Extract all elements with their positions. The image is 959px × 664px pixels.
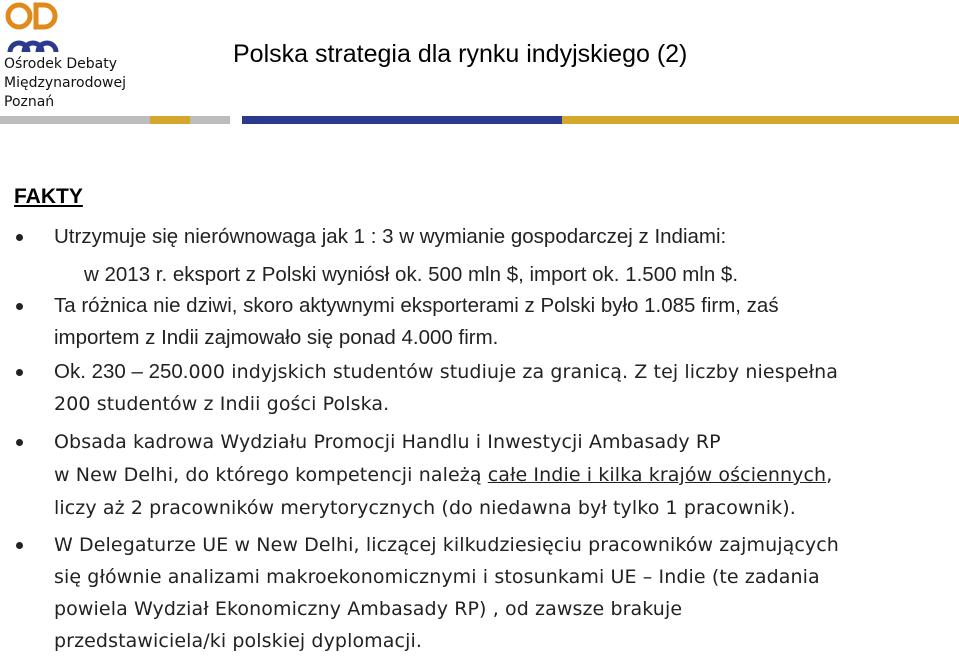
bullet-text-part: 000 indyjskich studentów studiuje za granicą. Z tej liczby niespełna [188, 361, 839, 383]
header-bar-navy [242, 116, 562, 124]
bullet-text-line [54, 459, 949, 492]
header-bar-gray [0, 116, 150, 124]
bullet-text-line: liczy aż 2 pracowników merytorycznych (do niedawna był tylko 1 pracownik). [54, 497, 796, 519]
header-bar-gold-left [150, 116, 190, 124]
logo [4, 2, 144, 112]
bullet-text-part: w New Delhi, do którego kompetencji należą [54, 464, 488, 486]
logo-line-1: Ośrodek Debaty [4, 56, 118, 72]
bullet-list [14, 222, 949, 657]
logo-line-3: Poznań [4, 94, 55, 110]
bullet-text-line [54, 356, 949, 388]
bullet-text-line: importem z Indii zajmowało się ponad 4.000 firm. [54, 326, 499, 349]
logo-emblem-icon [4, 2, 66, 54]
bullet-item-1 [14, 222, 949, 290]
bullet-text-line: Ta różnica nie dziwi, skoro aktywnymi eksporterami z Polski było 1.085 firm, zaś [54, 294, 779, 317]
bullet-dot [16, 369, 23, 376]
bullet-text: Utrzymuje się nierównowaga jak 1 : 3 w wymianie gospodarczej z Indiami: [54, 225, 727, 248]
bullet-text-line: przedstawiciela/ki polskiej dyplomacji. [54, 630, 422, 652]
bullet-item-4 [14, 426, 949, 525]
bullet-text-line: się głównie analizami makroekonomicznymi i stosunkami UE – Indie (te zadania [54, 566, 820, 588]
bullet-dot [16, 234, 23, 241]
bullet-text-line: 200 studentów z Indii gości Polska. [54, 393, 390, 415]
bullet-dot [16, 542, 23, 549]
bullet-text-line: Obsada kadrowa Wydziału Promocji Handlu i Inwestycji Ambasady RP [54, 431, 721, 453]
bullet-subtext: w 2013 r. eksport z Polski wyniósł ok. 500 mln $, import ok. 1.500 mln $. [84, 263, 739, 286]
slide-title: Polska strategia dla rynku indyjskiego (2) [233, 40, 688, 68]
section-heading: FAKTY [14, 185, 83, 208]
bullet-dot [16, 303, 23, 310]
bullet-text-part: , [826, 464, 833, 486]
header-bar-gold [562, 116, 959, 124]
header-bar-gray-2 [190, 116, 230, 124]
underlined-text: całe Indie i kilka krajów ościennych [487, 464, 827, 486]
bullet-item-2 [14, 290, 949, 354]
bullet-text-line: W Delegaturze UE w New Delhi, liczącej kilkudziesięciu pracowników zajmujących [54, 534, 839, 556]
bullet-item-3 [14, 356, 949, 420]
bullet-text-line: powiela Wydział Ekonomiczny Ambasady RP) , od zawsze brakuje [54, 598, 683, 620]
bullet-text-part: Ok. 230 – 250. [54, 360, 189, 383]
logo-line-2: Międzynarodowej [4, 75, 126, 91]
bullet-item-5 [14, 529, 949, 657]
bullet-dot [16, 439, 23, 446]
